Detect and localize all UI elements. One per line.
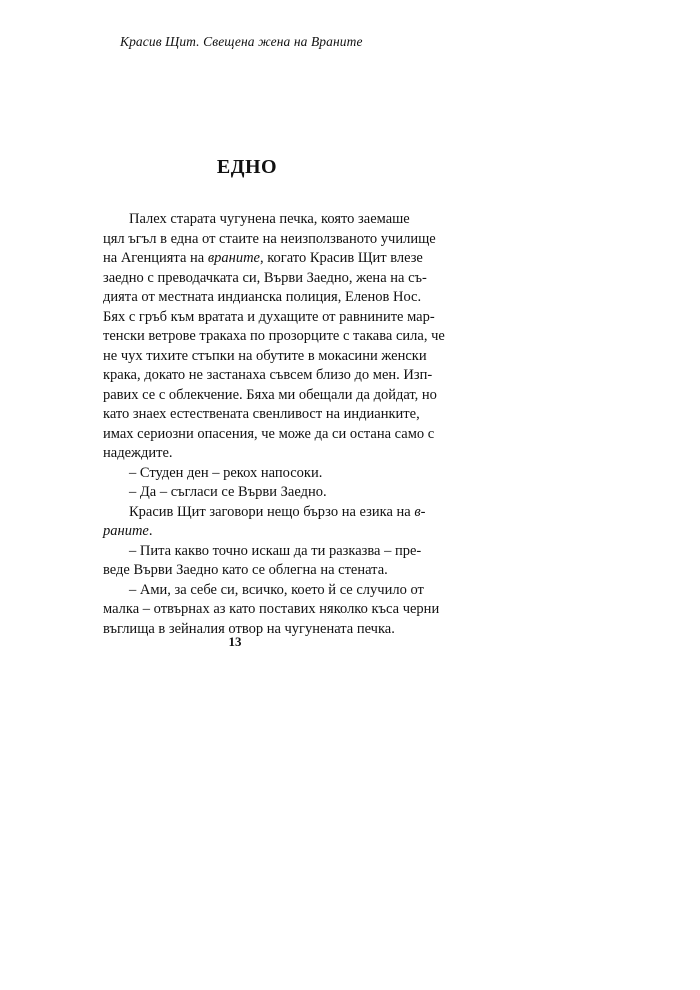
text-line: заедно с преводачката си, Върви Заедно, жена на съ- [103, 269, 427, 286]
text-line: надеждите. [103, 445, 173, 461]
text-line: цял ъгъл в една от стаите на неизползваното училище [103, 230, 436, 247]
text-line: като знаех естествената свенливост на индианките, [103, 406, 420, 422]
body-text [103, 210, 445, 639]
italic-text: враните [207, 250, 260, 266]
text-line: тенски ветрове тракаха по прозорците с такава сила, че [103, 328, 445, 344]
text-segment: . [148, 523, 153, 539]
text-line: веде Върви Заедно като се облегна на стената. [103, 562, 388, 578]
text-segment: на Агенцията на [103, 250, 208, 266]
text-line: не чух тихите стъпки на обутите в мокасини женски [103, 347, 427, 364]
text-line [103, 503, 426, 523]
text-line: дията от местната индианска полиция, Еленов Нос. [103, 289, 422, 305]
text-line: въглища в зейналия отвор на чугунената печка. [103, 620, 395, 637]
running-header: Красив Щит. Свещена жена на Враните [120, 34, 363, 49]
italic-text: раните [103, 523, 149, 539]
page-number: 13 [228, 634, 242, 649]
text-line: – Ами, за себе си, всичко, което й се случило от [129, 581, 424, 598]
text-line [103, 249, 423, 269]
text-line: имах сериозни опасения, че може да си остана само с [103, 425, 435, 442]
text-line: – Пита какво точно искаш да ти разказва – пре- [129, 542, 422, 559]
text-line: – Да – съгласи се Върви Заедно. [129, 484, 327, 500]
italic-text: в- [414, 503, 426, 520]
chapter-title: ЕДНО [216, 156, 278, 178]
text-line: Бях с гръб към вратата и духащите от равнините мар- [103, 308, 435, 325]
text-segment: , когато Красив Щит влезе [259, 250, 423, 266]
text-line: малка – отвърнах аз като поставих няколко къса черни [103, 601, 440, 617]
text-segment: Красив Щит заговори нещо бързо на езика на [129, 503, 415, 520]
text-line: крака, докато не застанаха съвсем близо до мен. Изп- [103, 367, 433, 383]
text-line: равих се с облекчение. Бяха ми обещали да дойдат, но [103, 386, 437, 403]
text-line: – Студен ден – рекох напосоки. [129, 464, 323, 481]
text-line: Палех старата чугунена печка, която заемаше [129, 211, 410, 227]
text-line [103, 522, 386, 542]
